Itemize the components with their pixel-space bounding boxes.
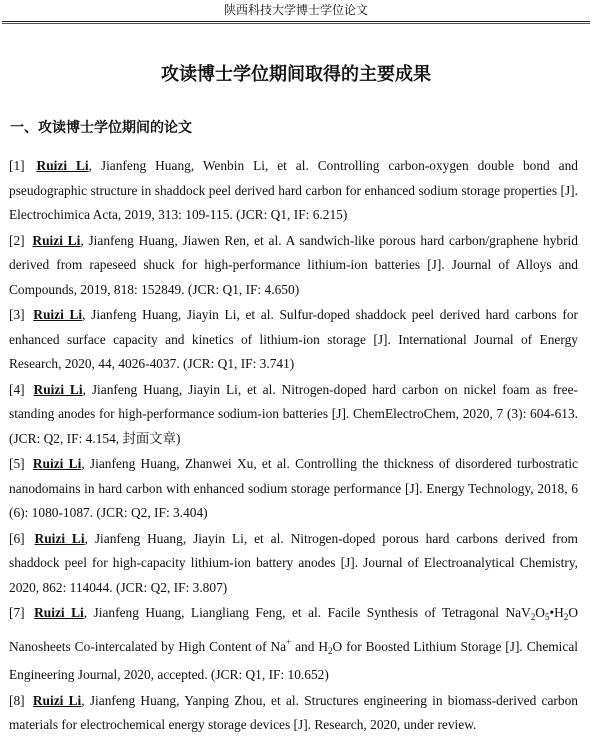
publication-citation: , Jianfeng Huang, Jiayin Li, et al. Sulfur-doped shaddock peel derived hard carbons for enhanced surface capacity and kinetics of lithium-ion storage [J]. International Journal of Energy Research, 2020, 44, 4026-4037. (JCR: Q1, IF: 3.741) — [9, 307, 578, 371]
subscript: 2 — [563, 612, 569, 622]
publication-item — [9, 154, 578, 228]
publication-list — [9, 154, 578, 739]
publication-number: [6] — [9, 530, 25, 546]
lead-author: Ruizi Li — [34, 605, 84, 620]
publication-number: [5] — [9, 456, 25, 471]
publication-number: [7] — [9, 605, 25, 620]
lead-author: Ruizi Li — [32, 692, 82, 708]
publication-citation: O Nanosheets Co-intercalated by High Content of Na — [9, 605, 578, 654]
lead-author: Ruizi Li — [32, 456, 82, 471]
header-rule — [2, 21, 590, 24]
lead-author: Ruizi Li — [36, 158, 89, 173]
subscript: 2 — [530, 612, 536, 622]
publication-citation: O for Boosted Lithium Storage [J]. Chemical Engineering Journal, 2020, accepted. (JCR: Q1, IF: 10.652) — [9, 638, 579, 682]
publication-item — [9, 303, 578, 377]
publication-citation: , Jianfeng Huang, Wenbin Li, et al. Controlling carbon-oxygen double bond and pseudographic structure in shaddock peel derived hard carbon for enhanced sodium storage properties [J]. Electrochimica Acta, 2019, 313: 109-115. (JCR: Q1, IF: 6.215) — [9, 158, 578, 222]
publication-item — [9, 378, 578, 452]
section-heading: 一、攻读博士学位期间的论文 — [10, 120, 192, 136]
publication-item — [9, 527, 578, 601]
lead-author: Ruizi Li — [33, 307, 83, 322]
publication-citation: , Jianfeng Huang, Liangliang Feng, et al. Facile Synthesis of Tetragonal NaV — [83, 605, 531, 620]
subscript: 5 — [544, 612, 550, 622]
publication-number: [1] — [9, 158, 25, 173]
publication-number: [4] — [9, 381, 25, 397]
superscript: + — [286, 636, 292, 647]
publication-number: [2] — [9, 232, 25, 248]
publication-citation: , Jianfeng Huang, Yanping Zhou, et al. Structures engineering in biomass-derived carbon materials for electrochemical energy storage devices [J]. Research, 2020, under review. — [9, 692, 578, 732]
page-title: 攻读博士学位期间取得的主要成果 — [161, 64, 431, 85]
publication-item — [9, 229, 578, 303]
publication-citation: , Jianfeng Huang, Jiayin Li, et al. Nitrogen-doped porous hard carbons derived from shaddock peel for high-capacity lithium-ion battery anodes [J]. Journal of Electroanalytical Chemistry, 2020, 862: 114044. (JCR: Q2, IF: 3.807) — [9, 530, 578, 595]
publication-item — [9, 452, 578, 526]
publication-number: [3] — [9, 307, 25, 322]
lead-author: Ruizi Li — [34, 530, 85, 546]
publication-citation: , Jianfeng Huang, Zhanwei Xu, et al. Controlling the thickness of disordered turbostratic nanodomains in hard carbon with enhanced sodium storage performance [J]. Energy Technology, 2018, 6 (6): 1080-1087. (JCR: Q2, IF: 3.404) — [9, 456, 578, 520]
publication-citation: , Jianfeng Huang, Jiawen Ren, et al. A sandwich-like porous hard carbon/graphene hybrid derived from rapeseed shuck for high-performance lithium-ion batteries [J]. Journal of Alloys and Compounds, 2019, 818: 152849. (JCR: Q1, IF: 4.650) — [9, 232, 578, 297]
running-header: 陕西科技大学博士学位论文 — [223, 3, 368, 17]
publication-citation: and H — [291, 638, 329, 654]
lead-author: Ruizi Li — [33, 381, 83, 397]
publication-citation: •H — [549, 605, 564, 620]
publication-citation: O — [535, 605, 545, 620]
publication-item — [9, 689, 578, 738]
subscript: 2 — [328, 645, 333, 656]
publication-item — [9, 601, 578, 688]
publication-number: [8] — [9, 692, 25, 708]
lead-author: Ruizi Li — [32, 232, 81, 248]
publication-citation: , Jianfeng Huang, Jiayin Li, et al. Nitrogen-doped hard carbon on nickel foam as free-standing anodes for high-performance sodium-ion batteries [J]. ChemElectroChem, 2020, 7 (3): 604-613. (JCR: Q2, IF: 4.154, 封面文章) — [9, 381, 578, 446]
